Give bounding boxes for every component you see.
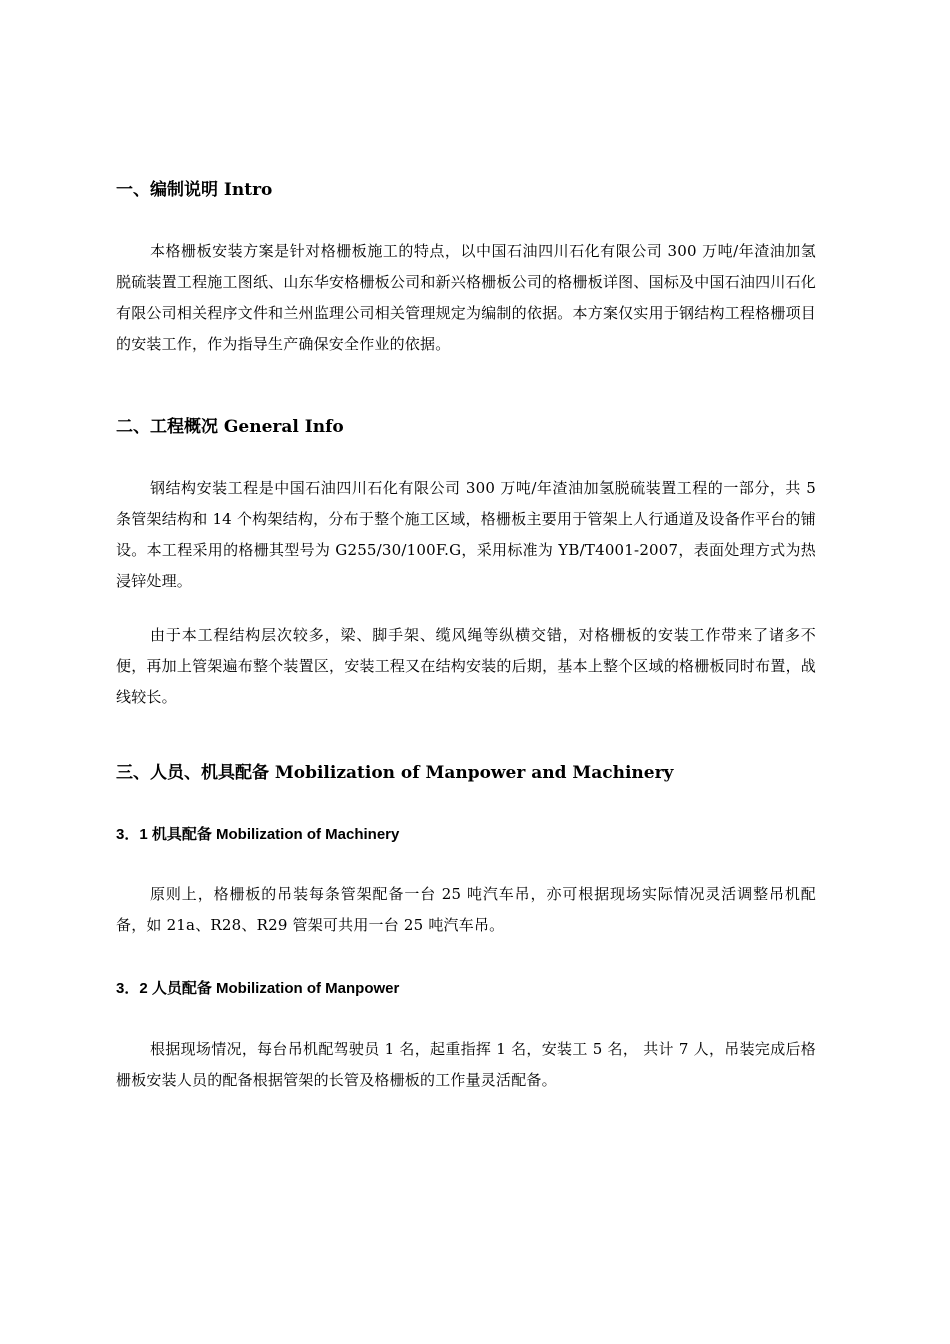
section-3-2-paragraph: 根据现场情况，每台吊机配驾驶员 1 名，起重指挥 1 名，安装工 5 名， 共计 7 人，吊装完成后格栅板安装人员的配备根据管架的长管及格栅板的工作量灵活配备。 — [116, 1040, 816, 1089]
section-3-2-heading: 3．2 人员配备 Mobilization of Manpower — [116, 980, 400, 997]
section-2-heading: 二、工程概况 General Info — [116, 417, 344, 437]
section-2-paragraph-1: 钢结构安装工程是中国石油四川石化有限公司 300 万吨/年渣油加氢脱硫装置工程的一部分，共 5 条管架结构和 14 个构架结构，分布于整个施工区域，格栅板主要用于管架上人行通道及设备作平台的铺设。本工程采用的格栅其型号为 G255/30/100F.G，采用标准为 YB/T4001-2007，表面处理方式为热浸锌处理。 — [116, 479, 816, 590]
section-3-1-paragraph: 原则上，格栅板的吊装每条管架配备一台 25 吨汽车吊，亦可根据现场实际情况灵活调整吊机配备，如 21a、R28、R29 管架可共用一台 25 吨汽车吊。 — [116, 885, 816, 934]
section-2-paragraph-2: 由于本工程结构层次较多，梁、脚手架、缆风绳等纵横交错，对格栅板的安装工作带来了诸多不便，再加上管架遍布整个装置区，安装工程又在结构安装的后期，基本上整个区域的格栅板同时布置，战线较长。 — [116, 626, 816, 706]
section-3-heading: 三、人员、机具配备 Mobilization of Manpower and Machinery — [116, 763, 674, 783]
section-1-paragraph: 本格栅板安装方案是针对格栅板施工的特点，以中国石油四川石化有限公司 300 万吨/年渣油加氢脱硫装置工程施工图纸、山东华安格栅板公司和新兴格栅板公司的格栅板详图、国标及中国石油四川石化有限公司相关程序文件和兰州监理公司相关管理规定为编制的依据。本方案仅实用于钢结构工程格栅项目的安装工作，作为指导生产确保安全作业的依据。 — [116, 242, 816, 353]
section-3-1-heading: 3．1 机具配备 Mobilization of Machinery — [116, 826, 400, 843]
section-1-heading: 一、编制说明 Intro — [116, 180, 273, 200]
